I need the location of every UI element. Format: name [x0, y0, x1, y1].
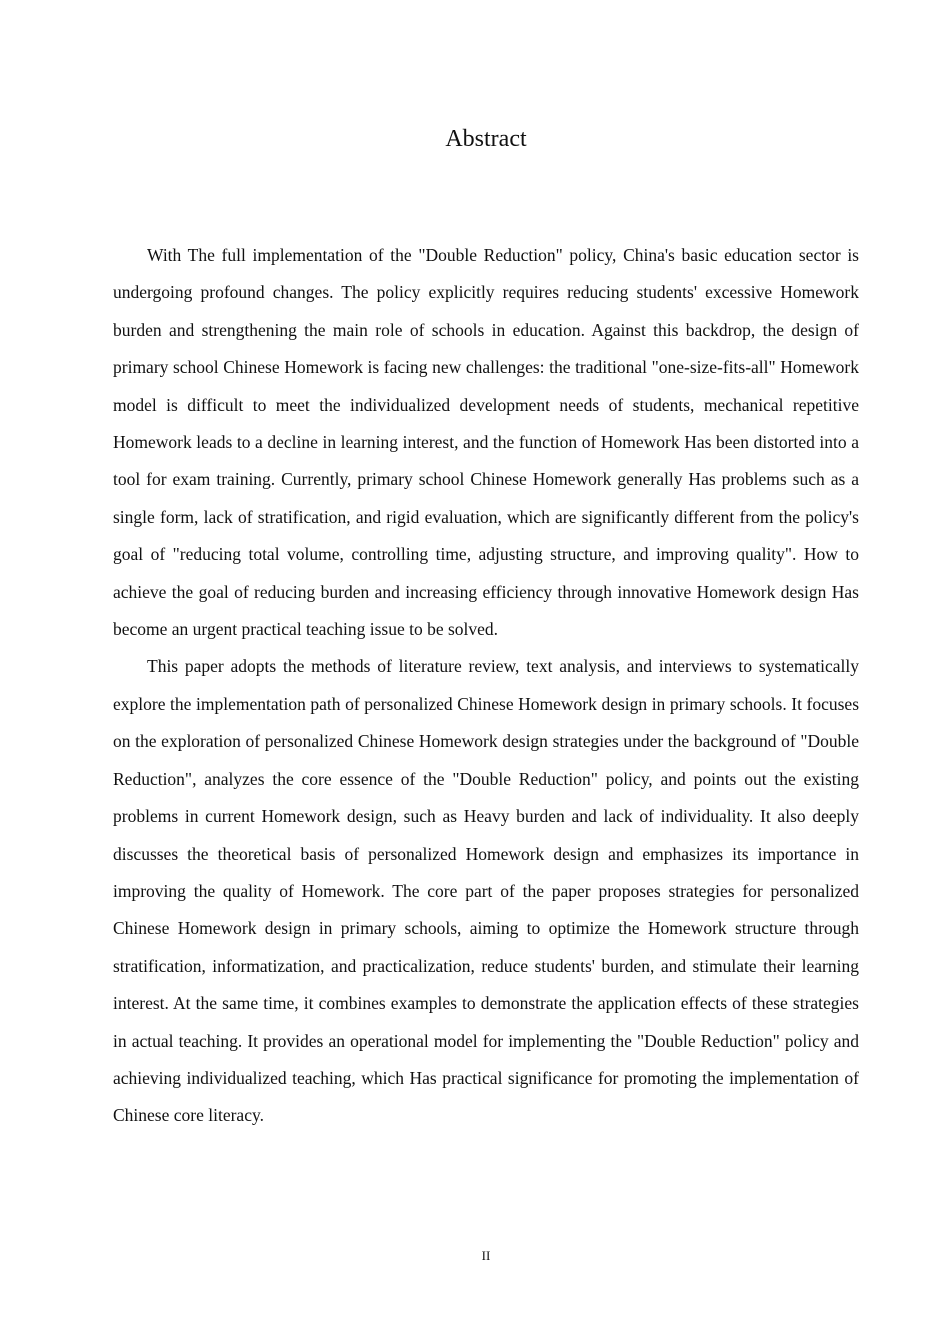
page-title: Abstract: [445, 126, 527, 152]
page-number: II: [481, 1248, 491, 1263]
abstract-body: [113, 237, 859, 1135]
abstract-paragraph-1: With The full implementation of the "Double Reduction" policy, China's basic education sector is undergoing profound changes. The policy explicitly requires reducing students' excessive Homework burden and strengthening the main role of schools in education. Against this backdrop, the design of primary school Chinese Homework is facing new challenges: the traditional "one-size-fits-all" Homework model is difficult to meet the individualized development needs of students, mechanical repetitive Homework leads to a decline in learning interest, and the function of Homework Has been distorted into a tool for exam training. Currently, primary school Chinese Homework generally Has problems such as a single form, lack of stratification, and rigid evaluation, which are significantly different from the policy's goal of "reducing total volume, controlling time, adjusting structure, and improving quality". How to achieve the goal of reducing burden and increasing efficiency through innovative Homework design Has become an urgent practical teaching issue to be solved.: [113, 245, 859, 640]
abstract-paragraph-2: This paper adopts the methods of literature review, text analysis, and interviews to systematically explore the implementation path of personalized Chinese Homework design in primary schools. It focuses on the exploration of personalized Chinese Homework design strategies under the background of "Double Reduction", analyzes the core essence of the "Double Reduction" policy, and points out the existing problems in current Homework design, such as Heavy burden and lack of individuality. It also deeply discusses the theoretical basis of personalized Homework design and emphasizes its importance in improving the quality of Homework. The core part of the paper proposes strategies for personalized Chinese Homework design in primary schools, aiming to optimize the Homework structure through stratification, informatization, and practicalization, reduce students' burden, and stimulate their learning interest. At the same time, it combines examples to demonstrate the application effects of these strategies in actual teaching. It provides an operational model for implementing the "Double Reduction" policy and achieving individualized teaching, which Has practical significance for promoting the implementation of Chinese core literacy.: [113, 656, 859, 1126]
